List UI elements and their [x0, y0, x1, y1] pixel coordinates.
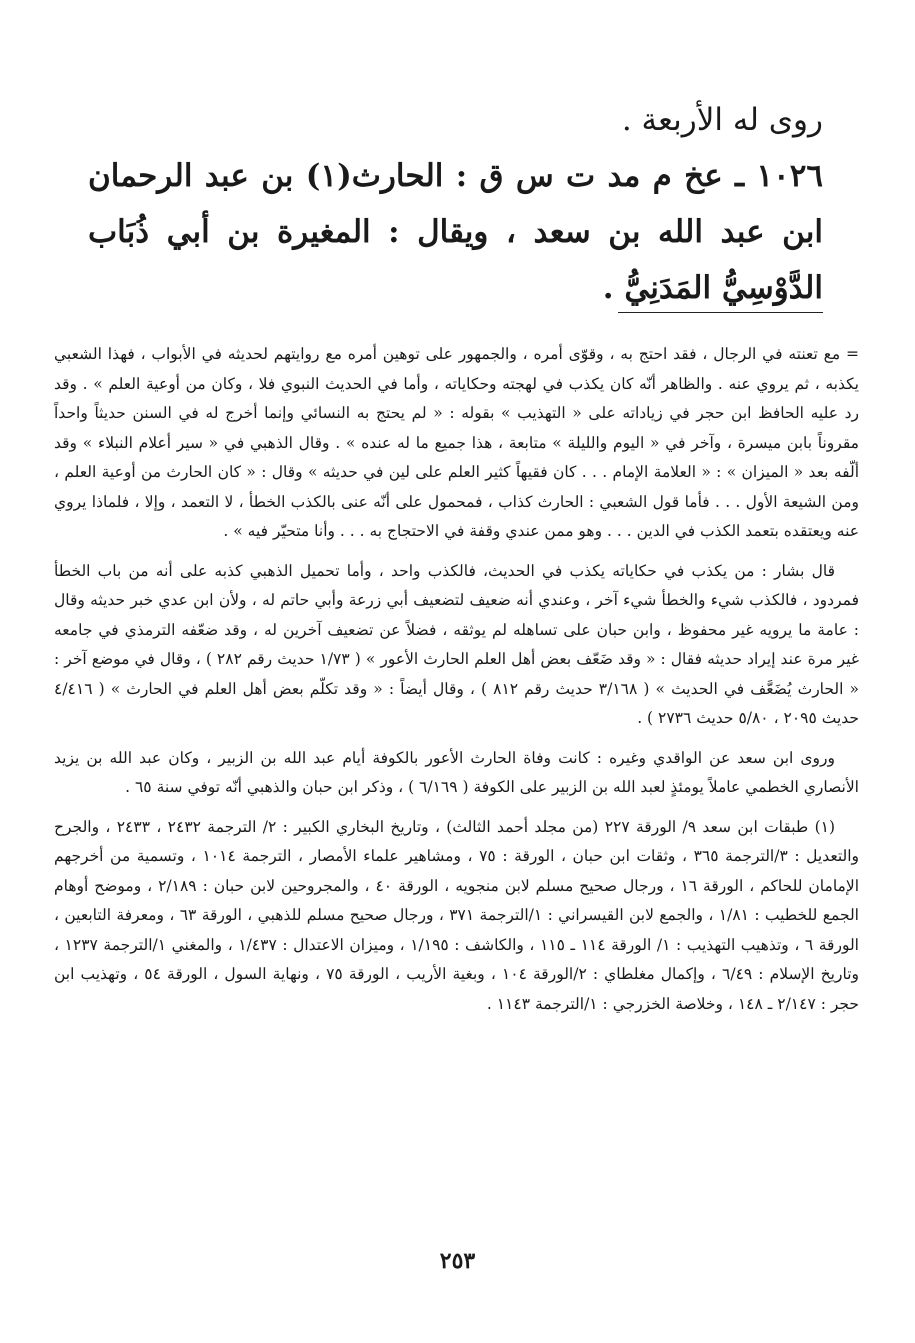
page-number: ٢٥٣	[439, 1248, 476, 1274]
footnote-continuation: = مع تعنته في الرجال ، فقد احتج به ، وقوّى أمره ، والجمهور على توهين أمره مع روايتهم لحديثه في الأبواب ، فهذا الشعبي يكذبه ، ثم يروي عنه . والظاهر أنّه كان يكذب في لهجته وحكاياته ، وأما في الحديث النبوي فلا ، وكان من أوعية العلم » . وقد رد عليه الحافظ ابن حجر في زياداته على « التهذيب » بقوله : « لم يحتج به النسائي وإنما أخرج له في السنن حديثاً واحداً مقروناً بابن ميسرة ، وآخر في « اليوم والليلة » متابعة ، هذا جميع ما له عنده » . وقال الذهبي في « سير أعلام النبلاء » وقد ألّفه بعد « الميزان » : « العلامة الإمام . . . كان فقيهاً كثير العلم على لين في حديثه » وقال : « كان الحارث من أوعية العلم ، ومن الشيعة الأول . . . فأما قول الشعبي : الحارث كذاب ، فمحمول على أنّه عنى بالكذب الخطأ ، لا التعمد ، وإلا ، فلماذا يروي عنه ويعتقده بتعمد الكذب في الدين . . . وهو ممن عندي وقفة في الاحتجاج به . . . وأنا متحيّر فيه » .	[54, 345, 859, 540]
main-text	[88, 92, 823, 316]
footnotes	[54, 340, 859, 1029]
footnote-bashar-comment: قال بشار : من يكذب في حكاياته يكذب في الحديث، فالكذب واحد ، وأما تحميل الذهبي كذبه على أنه من باب الخطأ فمردود ، فالكذب شيء والخطأ شيء آخر ، وعندي أنه ضعيف لتضعيف أبي زرعة وأبي حاتم له ، ولأن ابن عدي خبر حديثه وقال : عامة ما يرويه غير محفوظ ، وابن حبان على تساهله لم يوثقه ، فضلاً عن تضعيف آخرين له ، وقد ضعّفه الترمذي في جامعه غير مرة عند إيراد حديثه فقال : « وقد ضَعّف بعض أهل العلم الحارث الأعور » ( ١/٧٣ حديث رقم ٢٨٢ ) ، وقال في موضع آخر : « الحارث يُضَعَّف في الحديث » ( ٣/١٦٨ حديث رقم ٨١٢ ) ، وقال أيضاً : « وقد تكلّم بعض أهل العلم في الحارث » ( ٤/٤١٦ حديث ٢٠٩٥ ، ٥/٨٠ حديث ٢٧٣٦ ) .	[54, 561, 860, 727]
narrators-line: روى له الأربعة .	[621, 102, 823, 138]
footnote-sources: (١) طبقات ابن سعد ٩/ الورقة ٢٢٧ (من مجلد أحمد الثالث) ، وتاريخ البخاري الكبير : ٢/ الترجمة ٢٤٣٢ ، ٢٤٣٣ ، والجرح والتعديل : ٣/الترجمة ٣٦٥ ، وثقات ابن حبان ، الورقة : ٧٥ ، ومشاهير علماء الأمصار ، الترجمة ١٠١٤ ، وتسمية من أخرجهم الإمامان للحاكم ، الورقة ١٦ ، ورجال صحيح مسلم لابن منجويه ، الورقة ٤٠ ، والمجروحين لابن حبان : ٢/١٨٩ ، وموضح أوهام الجمع للخطيب : ١/٨١ ، والجمع لابن القيسراني : ١/الترجمة ٣٧١ ، ورجال صحيح مسلم للذهبي ، الورقة ٦٣ ، ومعرفة التابعين ، الورقة ٦ ، وتذهيب التهذيب : ١/ الورقة ١١٤ ـ ١١٥ ، والكاشف : ١/١٩٥ ، وميزان الاعتدال : ١/٤٣٧ ، والمغني ١/الترجمة ١٢٣٧ ، وتاريخ الإسلام : ٦/٤٩ ، وإكمال مغلطاي : ٢/الورقة ١٠٤ ، وبغية الأريب ، الورقة ٧٥ ، ونهاية السول ، الورقة ٥٤ ، وتهذيب ابن حجر : ٢/١٤٧ ـ ١٤٨ ، وخلاصة الخزرجي : ١/الترجمة ١١٤٣ .	[54, 817, 860, 1013]
footnote-death-note: وروى ابن سعد عن الواقدي وغيره : كانت وفاة الحارث الأعور بالكوفة أيام عبد الله بن الزبير ، وكان عبد الله بن يزيد الأنصاري الخطمي عاملاً يومئذٍ لعبد الله بن الزبير على الكوفة ( ٦/١٦٩ ) ، وذكر ابن حبان والذهبي أنّه توفي سنة ٦٥ .	[54, 748, 859, 796]
footnote-separator	[618, 312, 823, 313]
biography-entry: ١٠٢٦ ـ عخ م مد ت س ق : الحارث(١) بن عبد الرحمان ابن عبد الله بن سعد ، ويقال : المغيرة بن أبي ذُبَاب الدَّوْسِيُّ المَدَنِيُّ .	[88, 158, 824, 306]
